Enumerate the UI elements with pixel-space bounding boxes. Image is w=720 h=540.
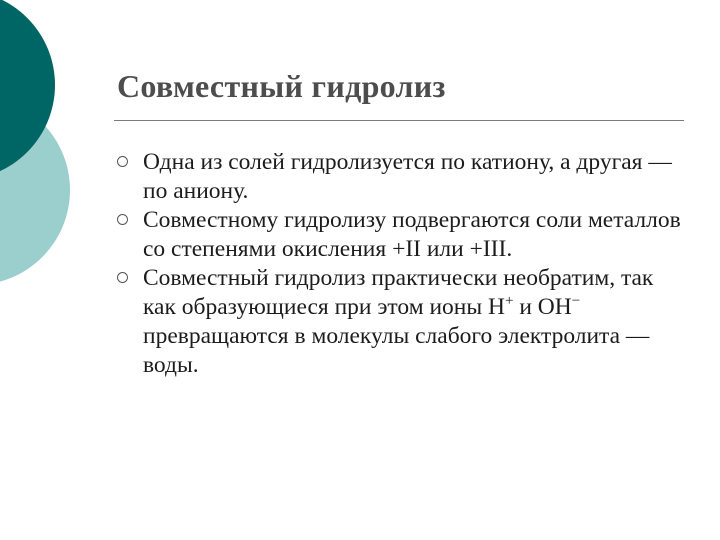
bullet-item xyxy=(116,206,686,264)
decorative-circles xyxy=(0,0,120,300)
bullet-item xyxy=(116,148,686,206)
hydroxide-ion-charge: − xyxy=(571,293,581,310)
hollow-circle-icon xyxy=(117,156,128,167)
bullet-item xyxy=(116,264,686,380)
slide-title: Совместный гидролиз xyxy=(117,68,446,104)
bullet-text-part: и OH xyxy=(513,294,572,320)
bullet-text: Совместному гидролизу подвергаются соли металлов со степенями окисления +II или +III. xyxy=(143,207,681,262)
hydrogen-ion-charge: + xyxy=(504,293,514,310)
bullet-text-part: превращаются в молекулы слабого электролита — воды. xyxy=(143,323,650,378)
hollow-circle-icon xyxy=(117,272,128,283)
bullet-text-part: Совместный гидролиз практически необратим, так как образующиеся при этом ионы H xyxy=(143,265,654,320)
bullet-list xyxy=(116,148,686,380)
bullet-text: Одна из солей гидролизуется по катиону, а другая — по аниону. xyxy=(143,149,672,204)
hollow-circle-icon xyxy=(117,214,128,225)
title-divider xyxy=(114,120,684,121)
